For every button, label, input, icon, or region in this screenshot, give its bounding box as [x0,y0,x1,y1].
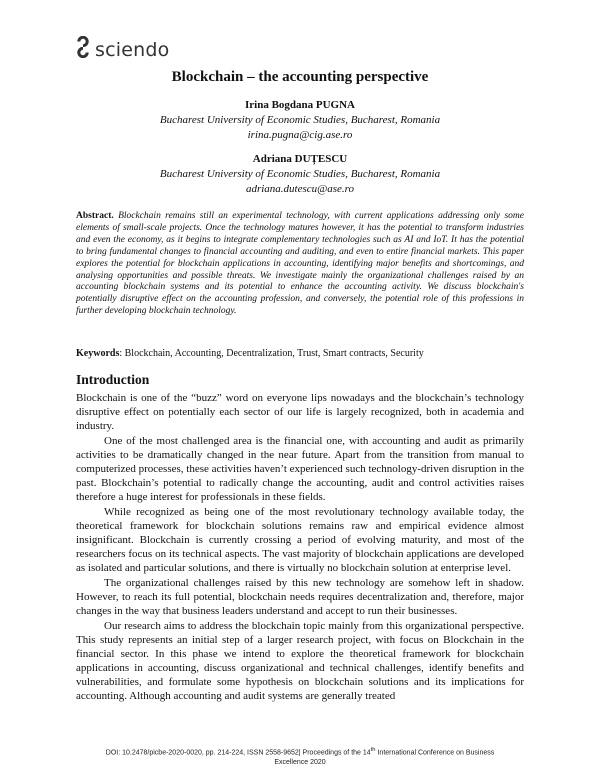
keywords-text: : Blockchain, Accounting, Decentralization, Trust, Smart contracts, Security [119,348,424,359]
abstract-label: Abstract. [76,211,114,221]
author-email: irina.pugna@cig.ase.ro [247,129,353,141]
body-paragraph: Our research aims to address the blockchain topic mainly from this organizational perspective. This study represents an initial step of a larger research project, with focus on Blockchain in the financial sector. In this phase we intend to explore the theoretical framework for blockchain applications in accounting, discuss organizational and technical challenges, identify benefits and vulnerabilities, and formulate some hypothesis on blockchain solutions and its implications for accounting. Although accounting and audit systems are generally treated [76,620,524,702]
page-footer [70,745,530,768]
section-heading-introduction: Introduction [76,372,150,387]
author-2 [0,152,600,197]
author-name: Adriana DUȚESCU [252,153,348,165]
introduction-body [76,391,524,704]
author-affiliation: Bucharest University of Economic Studies, Bucharest, Romania [159,114,441,126]
keywords-label: Keywords [76,348,120,359]
sciendo-logo-icon [76,36,90,63]
footer-conference-text: International Conference on Business [375,749,495,757]
author-email: adriana.dutescu@ase.ro [245,183,355,195]
footer-line-2: Excellence 2020 [274,759,326,767]
footer-doi-text: DOI: 10.2478/picbe-2020-0020, pp. 214-224, ISSN 2558-9652| Proceedings of the 14 [105,749,371,757]
author-1 [0,98,600,143]
author-name: Irina Bogdana PUGNA [244,99,356,111]
body-paragraph: The organizational challenges raised by this new technology are somehow left in shadow. However, to reach its full potential, blockchain needs requires decentralization and, therefore, major changes in the way that business leaders understand and accept to run their businesses. [76,577,524,617]
abstract-text: Blockchain remains still an experimental technology, with current applications addressing only some elements of small-scale projects. Once the technology matures however, it has the potential to transform industries and even the economy, as it begins to integrate complementary technologies such as AI and IoT. It has the potential to bring fundamental changes to financial accounting and auditing, and even to entire financial markets. This paper explores the potential for blockchain applications in accounting, identifying major benefits and shortcomings, and analysing opportunities and possible threats. We investigate mainly the organizational challenges raised by an accounting blockchain systems and its potential to enhance the accounting activity. We discuss blockchain's potentially disruptive effect on the accounting profession, and conversely, the potential role of this professions in further developing blockchain technology. [76,211,525,317]
author-affiliation: Bucharest University of Economic Studies, Bucharest, Romania [159,168,441,180]
keywords [76,348,524,360]
publisher-logo [76,36,169,63]
body-paragraph: One of the most challenged area is the financial one, with accounting and audit as primarily activities to be dramatically changed in the near future. Apart from the transition from manual to computerized processes, these activities haven’t experienced such technology-driven disruption in the past. Blockchain’s potential to radically change the accounting, audit and control activities raises therefore a huge interest for professionals in these fields. [76,435,524,503]
footer-line-1 [70,745,530,758]
body-paragraph: While recognized as being one of the most revolutionary technology available today, the theoretical framework for blockchain solutions remains raw and empirical evidence almost insignificant. Blockchain is currently crossing a period of evolving maturity, and most of the researchers focus on its technical aspects. The vast majority of blockchain applications are developed as isolated and particular solutions, and there is virtually no blockchain solution at enterprise level. [76,506,524,574]
body-paragraph: Blockchain is one of the “buzz” word on everyone lips nowadays and the blockchain’s technology disruptive effect on potentially each sector of our life is largely recognized, both in academia and industry. [76,392,524,432]
paper-title: Blockchain – the accounting perspective [171,69,429,85]
publisher-name: sciendo [95,38,170,61]
footer-superscript: th [370,747,376,753]
abstract [76,211,524,318]
